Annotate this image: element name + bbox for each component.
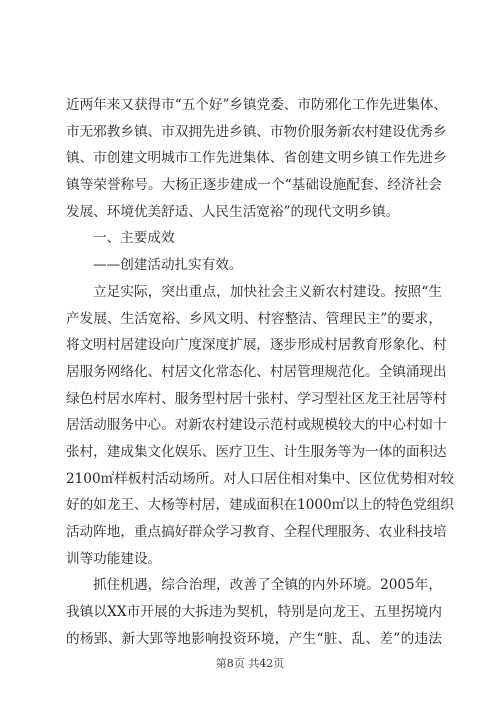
text-line: 产发展、生活宽裕、乡风文明、村容整洁、管理民主”的要求， (66, 310, 442, 327)
text-line: 镇、市创建文明城市工作先进集体、省创建文明乡镇工作先进乡 (66, 150, 447, 167)
text-line: 2100㎡样板村活动场所。对人口居住相对集中、区位优势相对较 (66, 470, 455, 487)
text-line: 居服务网络化、村居文化常态化、村居管理规范化。全镇涌现出 (66, 363, 447, 380)
text-line: 绿色村居水库村、服务型村居十张村、学习型社区龙王社居等村 (66, 390, 447, 407)
text-line: 训等功能建设。 (66, 550, 162, 567)
text-line: 张村，建成集文化娱乐、医疗卫生、计生服务等为一体的面积达 (66, 443, 447, 460)
text-line: 立足实际，突出重点，加快社会主义新农村建设。按照“生 (93, 283, 442, 300)
text-line: 近两年来又获得市“五个好”乡镇党委、市防邪化工作先进集体、 (66, 97, 447, 113)
section-heading: 一、主要成效 (93, 230, 175, 247)
text-line: 好的如龙王、大杨等村居，建成面积在1000㎡以上的特色党组织 (66, 497, 455, 514)
text-line: 我镇以XX市开展的大拆违为契机，特别是向龙王、五里拐境内 (66, 604, 442, 621)
text-line: 居活动服务中心。对新农村建设示范村或规模较大的中心村如十 (66, 417, 447, 434)
text-line: 镇等荣誉称号。大杨正逐步建成一个“基础设施配套、经济社会 (66, 177, 442, 194)
text-line: 的杨郢、新大郢等地影响投资环境，产生“脏、乱、差”的违法 (66, 630, 442, 647)
subsection-heading: ——创建活动扎实有效。 (93, 257, 243, 274)
text-line: 将文明村居建设向广度深度扩展，逐步形成村居教育形象化、村 (66, 337, 447, 354)
text-line: 市无邪教乡镇、市双拥先进乡镇、市物价服务新农村建设优秀乡 (66, 123, 447, 140)
text-line: 抓住机遇，综合治理，改善了全镇的内外环境。2005年， (93, 577, 442, 594)
body-text (66, 92, 455, 652)
page-footer: 第8页 共42页 (215, 657, 285, 670)
text-line: 发展、环境优美舒适、人民生活宽裕”的现代文明乡镇。 (66, 203, 400, 220)
text-line: 活动阵地，重点搞好群众学习教育、全程代理服务、农业科技培 (66, 524, 447, 540)
